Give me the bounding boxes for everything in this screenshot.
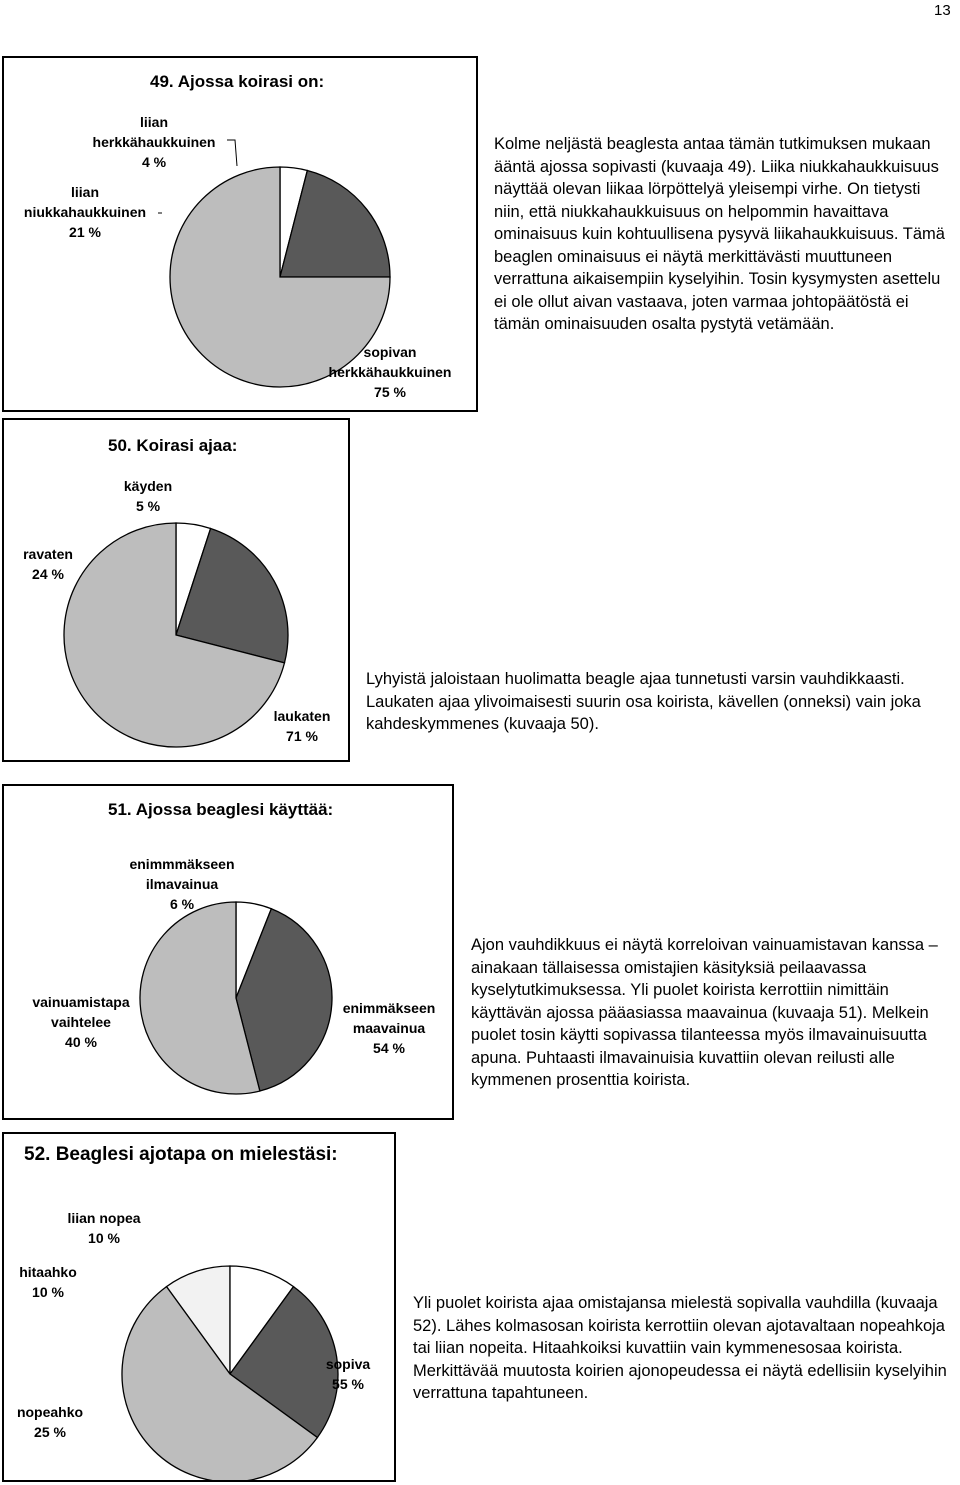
pie-chart: [4, 786, 452, 1118]
paragraph-51: Ajon vauhdikkuus ei näytä korreloivan vainuamistavan kanssa – ainakaan tällaisessa omistajien käsityksiä peilaavassa kyselytutkimuksessa. Yli puolet koirista kerrottiin nimittäin käyttävän ajossa pääasiassa maavainua (kuvaaja 51). Melkein puolet tosin käytti sopivassa tilanteessa myös ilmavainuisuutta apuna. Puhtaasti ilmavainuisia kuvattiin olevan reilusti alle kymmenen prosenttia koirista.: [471, 936, 938, 1089]
slice-label: liian herkkähaukkuinen 4 %: [92, 114, 216, 170]
chart-49: [2, 56, 478, 412]
paragraph-49: Kolme neljästä beaglesta antaa tämän tutkimuksen mukaan ääntä ajossa sopivasti (kuvaaja 49). Liika niukkahaukkuisuus näyttää olevan liikaa lörpöttelyä yleisempi virhe. On tietysti niin, että niukkahaukkuisuus on helpommin havaittava ominaisuus kuin kohtuullisena pysyvä liikahaukkuisuus. Tämä beaglen ominaisuus ei näytä merkittävästi muuttuneen verrattuna aikaisempiin kyselyihin. Tosin kysymysten asettelu ei ole ollut aivan vastaava, joten varmaa johtopäätöstä ei tämän ominaisuuden osalta pystytä vetämään.: [494, 135, 945, 333]
paragraph-50: Lyhyistä jaloistaan huolimatta beagle ajaa tunnetusti varsin vauhdikkaasti. Laukaten ajaa ylivoimaisesti suurin osa koirista, kävellen (onneksi) vain joka kahdeskymmenes (kuvaaja 50).: [366, 670, 921, 733]
slice-label: käyden 5 %: [123, 478, 173, 514]
slice-label: sopiva 55 %: [325, 1356, 371, 1392]
slice-label: enimmäkseen maavainua 54 %: [342, 1000, 436, 1056]
slice-label: nopeahko 25 %: [16, 1404, 84, 1440]
chart-52: [2, 1132, 396, 1482]
slice-label: laukaten 71 %: [273, 708, 331, 744]
page-number: 13: [934, 2, 951, 19]
slice-label: liian nopea 10 %: [67, 1210, 141, 1246]
slice-label: liian niukkahaukkuinen 21 %: [23, 184, 147, 240]
chart-title: 49. Ajossa koirasi on:: [150, 72, 325, 91]
chart-51: [2, 784, 454, 1120]
slice-label: hitaahko 10 %: [19, 1264, 77, 1300]
leader-line: [227, 140, 237, 166]
slice-label: ravaten 24 %: [23, 546, 73, 582]
chart-title: 50. Koirasi ajaa:: [108, 436, 238, 455]
slice-label: sopivan herkkähaukkuinen 75 %: [328, 344, 452, 400]
paragraph-52: Yli puolet koirista ajaa omistajansa mielestä sopivalla vauhdilla (kuvaaja 52). Lähes kolmasosan koirista kerrottiin olevan ajotavaltaan nopeahkoja tai liian nopeita. Hitaahkoiksi kuvattiin vain kymmenesosaa koirista. Merkittävää muutosta koirien ajonopeudessa ei näytä edellisiin kyselyihin verrattuna tapahtuneen.: [413, 1294, 947, 1402]
slice-label: vainuamistapa vaihtelee 40 %: [32, 994, 130, 1050]
chart-title: 52. Beaglesi ajotapa on mielestäsi:: [24, 1144, 338, 1165]
slice-label: enimmmäkseen ilmavainua 6 %: [129, 856, 235, 912]
chart-50: [2, 418, 350, 762]
chart-title: 51. Ajossa beaglesi käyttää:: [108, 800, 334, 819]
